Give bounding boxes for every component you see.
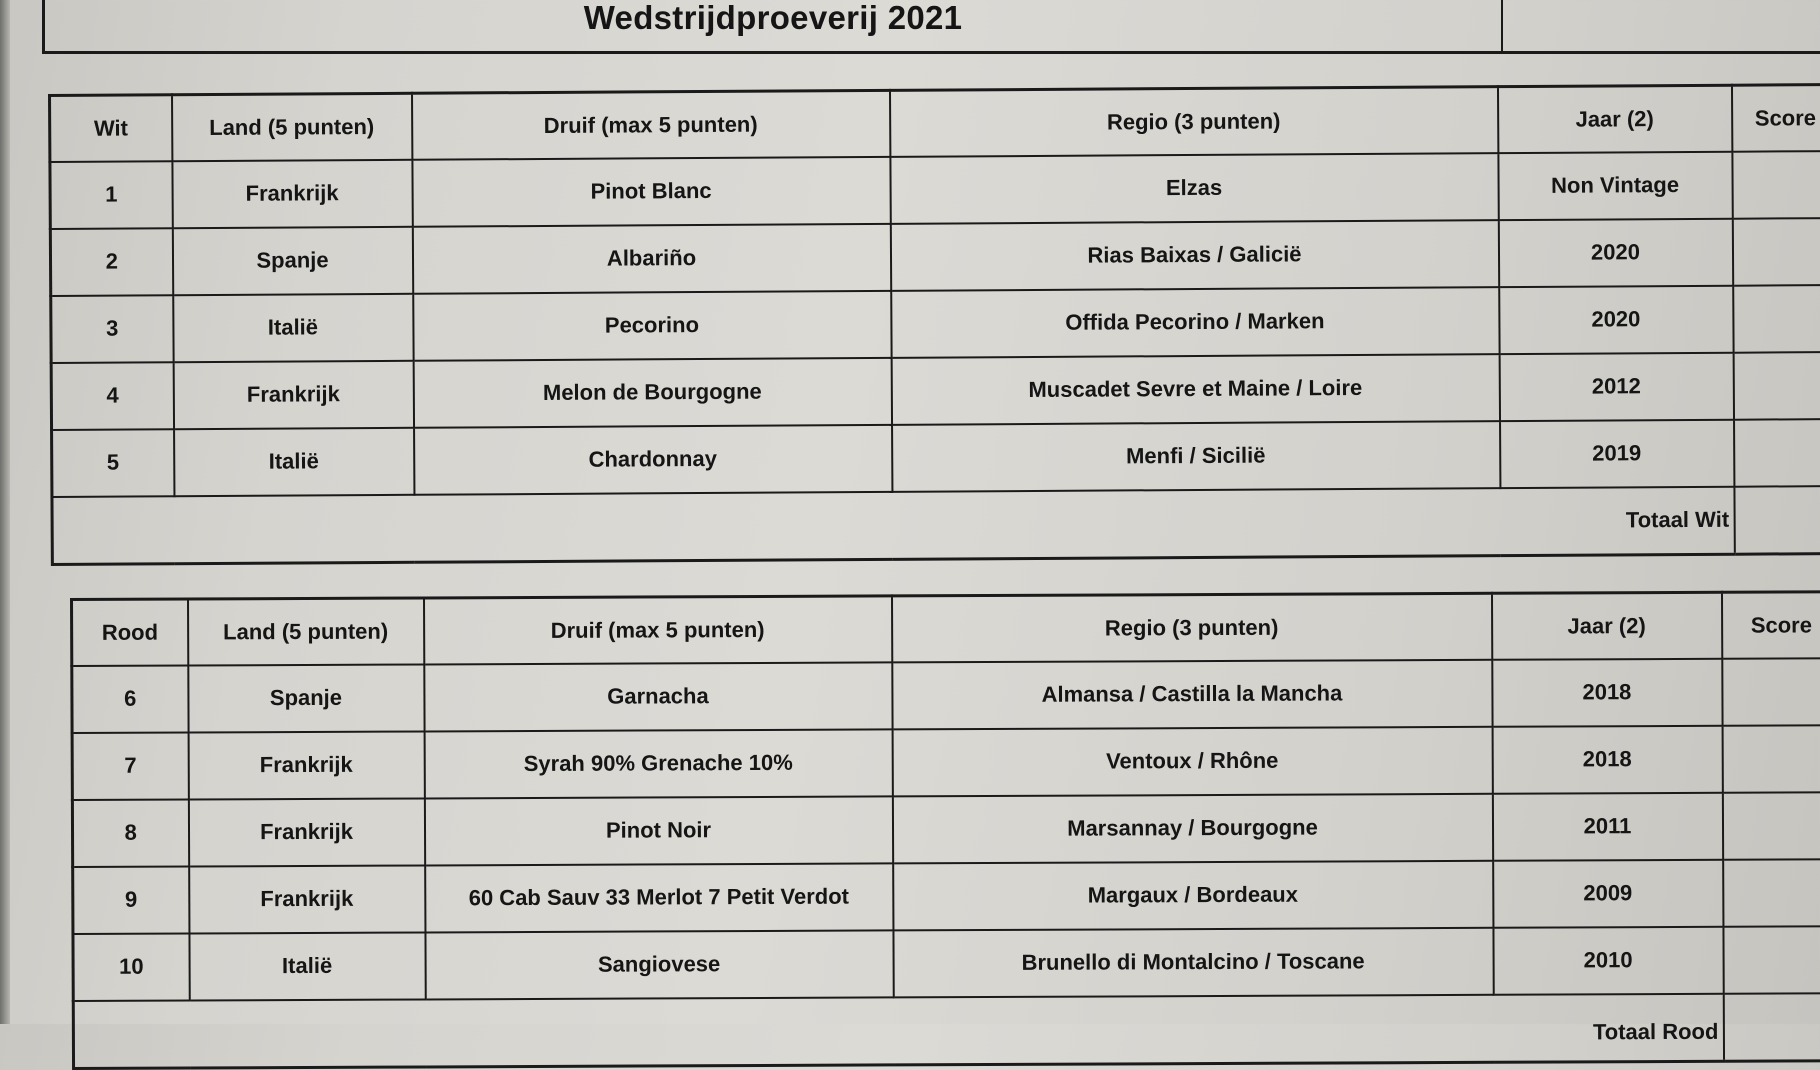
wine-country: Italië: [189, 932, 425, 1000]
red-total-score-cell[interactable]: [1723, 993, 1820, 1062]
score-cell[interactable]: [1732, 151, 1820, 219]
red-header-grape: Druif (max 5 punten): [424, 596, 892, 664]
red-total-label: Totaal Rood: [73, 993, 1723, 1068]
score-cell[interactable]: [1734, 419, 1820, 487]
wine-number: 4: [51, 362, 173, 430]
wine-year: 2009: [1493, 859, 1723, 927]
red-header-row: [72, 592, 1820, 666]
wine-region: Rias Baixas / Galicië: [890, 220, 1498, 291]
wine-region: Offida Pecorino / Marken: [891, 287, 1499, 358]
wine-grape: Pecorino: [413, 290, 891, 360]
wine-number: 5: [52, 429, 174, 497]
wine-region: Muscadet Sevre et Maine / Loire: [891, 354, 1499, 425]
page-title: Wedstrijdproeverij 2021: [583, 0, 963, 36]
wine-number: 3: [51, 295, 173, 363]
wine-year: 2010: [1493, 926, 1723, 994]
table-row: [72, 658, 1820, 733]
wine-year: 2018: [1492, 725, 1722, 793]
wine-country: Frankrijk: [188, 798, 424, 866]
wine-year: 2020: [1499, 285, 1733, 353]
wine-year: 2011: [1492, 792, 1722, 860]
wine-grape: Pinot Blanc: [412, 156, 890, 226]
wine-grape: Albariño: [412, 223, 890, 293]
wine-country: Frankrijk: [172, 159, 412, 227]
wine-number: 8: [72, 799, 188, 867]
wine-number: 9: [73, 866, 189, 934]
score-cell[interactable]: [1723, 926, 1820, 994]
wine-region: Margaux / Bordeaux: [893, 860, 1493, 930]
table-row: [50, 151, 1820, 229]
wine-region: Elzas: [890, 153, 1498, 224]
wine-year: 2018: [1492, 658, 1722, 726]
white-total-score-cell[interactable]: [1734, 486, 1820, 555]
white-header-grape: Druif (max 5 punten): [412, 90, 890, 159]
wine-country: Frankrijk: [173, 360, 413, 428]
score-cell[interactable]: [1722, 725, 1820, 793]
wine-grape: Garnacha: [424, 662, 892, 731]
wine-country: Frankrijk: [189, 865, 425, 933]
white-header-country: Land (5 punten): [172, 93, 412, 160]
score-cell[interactable]: [1722, 792, 1820, 860]
score-cell[interactable]: [1732, 218, 1820, 286]
red-header-score: Score: [1721, 592, 1820, 659]
wine-grape: Melon de Bourgogne: [413, 357, 891, 427]
table-row: [73, 926, 1820, 1001]
wine-number: 10: [73, 933, 189, 1001]
wine-grape: Sangiovese: [425, 930, 893, 999]
red-header-region: Regio (3 punten): [891, 593, 1491, 662]
title-divider: [1501, 0, 1503, 51]
wine-grape: Syrah 90% Grenache 10%: [424, 729, 892, 798]
wine-number: 7: [72, 732, 188, 800]
wine-country: Frankrijk: [188, 731, 424, 799]
wine-region: Marsannay / Bourgogne: [892, 793, 1492, 863]
wine-region: Brunello di Montalcino / Toscane: [893, 927, 1493, 997]
wine-region: Ventoux / Rhône: [892, 726, 1492, 796]
white-wine-table: [48, 83, 1820, 566]
table-row: [50, 218, 1820, 296]
white-header-year: Jaar (2): [1497, 85, 1731, 152]
wine-region: Almansa / Castilla la Mancha: [892, 659, 1492, 729]
wine-number: 6: [72, 665, 188, 733]
red-wine-table: [70, 590, 1820, 1070]
wine-year: 2020: [1498, 218, 1732, 286]
score-cell[interactable]: [1722, 658, 1820, 726]
white-total-label: Totaal Wit: [52, 486, 1734, 564]
white-header-score: Score: [1731, 85, 1820, 152]
wine-year: 2012: [1499, 352, 1733, 420]
table-row: [72, 792, 1820, 867]
red-total-row: [73, 993, 1820, 1069]
wine-grape: 60 Cab Sauv 33 Merlot 7 Petit Verdot: [425, 863, 893, 932]
white-total-row: [52, 486, 1820, 565]
wine-number: 1: [50, 161, 172, 229]
wine-country: Italië: [174, 427, 414, 495]
wine-year: 2019: [1500, 419, 1734, 487]
score-cell[interactable]: [1733, 285, 1820, 353]
table-row: [51, 352, 1820, 430]
wine-grape: Chardonnay: [414, 424, 892, 494]
white-header-region: Regio (3 punten): [889, 87, 1497, 157]
wine-region: Menfi / Sicilië: [892, 421, 1500, 492]
score-cell[interactable]: [1723, 859, 1820, 927]
table-row: [72, 725, 1820, 800]
table-row: [73, 859, 1820, 934]
paper-shadow-edge: [0, 0, 10, 1024]
wine-country: Spanje: [188, 664, 424, 732]
white-header-row: [50, 85, 1820, 162]
score-cell[interactable]: [1733, 352, 1820, 420]
title-box: [42, 0, 1820, 54]
white-header-number: Wit: [50, 95, 172, 162]
wine-country: Spanje: [172, 226, 412, 294]
red-header-year: Jaar (2): [1491, 592, 1721, 659]
red-header-country: Land (5 punten): [188, 598, 424, 665]
wine-number: 2: [50, 228, 172, 296]
table-row: [51, 285, 1820, 363]
wine-country: Italië: [173, 293, 413, 361]
wine-grape: Pinot Noir: [424, 796, 892, 865]
red-header-number: Rood: [72, 599, 188, 666]
table-row: [52, 419, 1820, 497]
wine-year: Non Vintage: [1498, 151, 1732, 219]
